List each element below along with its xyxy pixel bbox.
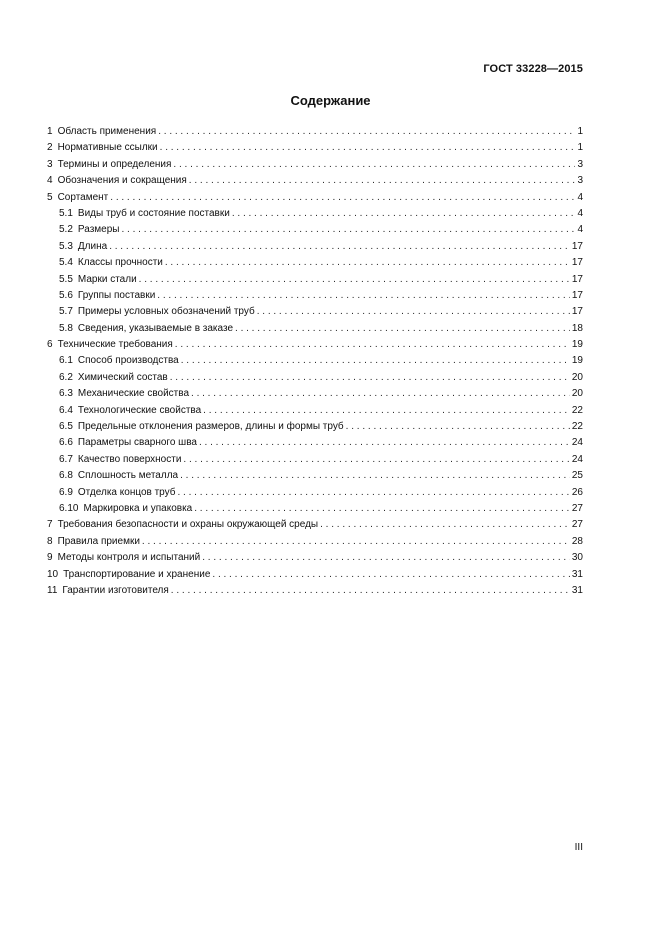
toc-entry-page: 19 <box>571 355 583 367</box>
toc-entry-number: 8 <box>47 535 53 547</box>
toc-entry[interactable] <box>47 583 583 599</box>
toc-entry[interactable] <box>47 403 583 419</box>
toc-entry[interactable] <box>47 222 583 238</box>
toc-dot-leader <box>203 403 570 419</box>
toc-dot-leader <box>181 353 570 369</box>
toc-entry-number: 5.7 <box>59 306 73 318</box>
toc-entry-page: 22 <box>571 404 583 416</box>
toc-dot-leader <box>170 370 570 386</box>
toc-entry-number: 5.6 <box>59 289 73 301</box>
toc-entry-number: 5.5 <box>59 273 73 285</box>
toc-entry-page: 22 <box>571 421 583 433</box>
toc-entry-number: 6.5 <box>59 421 73 433</box>
toc-entry-number: 6.9 <box>59 486 73 498</box>
toc-entry[interactable] <box>47 485 583 501</box>
toc-entry-number: 5.3 <box>59 240 73 252</box>
toc-entry-number: 6.1 <box>59 355 73 367</box>
toc-entry-number: 6.2 <box>59 371 73 383</box>
toc-entry-page: 24 <box>571 453 583 465</box>
toc-dot-leader <box>189 173 576 189</box>
toc-entry[interactable] <box>47 501 583 517</box>
toc-dot-leader <box>171 583 570 599</box>
toc-entry-label: Группы поставки <box>77 289 156 301</box>
toc-dot-leader <box>183 452 569 468</box>
toc-entry-number: 5.1 <box>59 207 73 219</box>
toc-dot-leader <box>139 272 570 288</box>
toc-entry-label: Механические свойства <box>77 388 190 400</box>
toc-entry-label: Качество поверхности <box>77 453 182 465</box>
toc-entry[interactable] <box>47 567 583 583</box>
toc-entry-page: 4 <box>577 191 583 203</box>
toc-entry-label: Технологические свойства <box>77 404 202 416</box>
toc-dot-leader <box>142 534 570 550</box>
toc-entry-label: Марки стали <box>77 273 137 285</box>
toc-entry[interactable] <box>47 517 583 533</box>
toc-entry-page: 17 <box>571 273 583 285</box>
toc-dot-leader <box>109 239 570 255</box>
toc-entry-page: 20 <box>571 371 583 383</box>
toc-dot-leader <box>165 255 570 271</box>
toc-dot-leader <box>121 222 575 238</box>
toc-entry-page: 20 <box>571 388 583 400</box>
toc-entry[interactable] <box>47 190 583 206</box>
toc-entry-label: Область применения <box>57 126 157 137</box>
toc-entry-page: 31 <box>571 584 583 596</box>
toc-entry-page: 18 <box>571 322 583 334</box>
toc-entry-number: 9 <box>47 552 53 564</box>
toc-entry-number: 5.2 <box>59 224 73 236</box>
toc-entry-page: 17 <box>571 240 583 252</box>
toc-dot-leader <box>173 157 575 173</box>
toc-dot-leader <box>180 468 570 484</box>
toc-dot-leader <box>175 337 570 353</box>
toc-dot-leader <box>194 501 570 517</box>
toc-dot-leader <box>160 140 576 156</box>
toc-entry-label: Виды труб и состояние поставки <box>77 207 230 219</box>
toc-entry-page: 31 <box>571 568 583 580</box>
toc-entry-label: Способ производства <box>77 355 179 367</box>
toc-entry-number: 1 <box>47 126 53 137</box>
page-number: III <box>574 842 583 853</box>
toc-entry-label: Транспортирование и хранение <box>63 568 211 580</box>
toc-dot-leader <box>202 550 570 566</box>
toc-entry-label: Сплошность металла <box>77 470 179 482</box>
toc-entry-number: 10 <box>47 568 59 580</box>
toc-entry-number: 6 <box>47 339 53 351</box>
toc-entry-number: 6.3 <box>59 388 73 400</box>
toc-entry-label: Предельные отклонения размеров, длины и формы труб <box>77 421 344 433</box>
toc-entry-number: 7 <box>47 519 53 531</box>
toc-entry[interactable] <box>47 206 583 222</box>
toc-entry[interactable] <box>47 370 583 386</box>
toc-entry[interactable] <box>47 272 583 288</box>
toc-entry-label: Обозначения и сокращения <box>57 175 187 187</box>
toc-entry-number: 6.7 <box>59 453 73 465</box>
toc-dot-leader <box>157 288 570 304</box>
toc-entry[interactable] <box>47 304 583 320</box>
toc-dot-leader <box>177 485 569 501</box>
toc-entry-page: 3 <box>577 158 583 170</box>
toc-entry-label: Термины и определения <box>57 158 172 170</box>
toc-entry[interactable] <box>47 550 583 566</box>
toc-dot-leader <box>199 435 570 451</box>
toc-entry-number: 6.8 <box>59 470 73 482</box>
toc-entry-number: 6.10 <box>59 502 79 514</box>
toc-title: Содержание <box>290 93 371 108</box>
toc-dot-leader <box>320 517 570 533</box>
toc-entry-page: 30 <box>571 552 583 564</box>
toc-entry-page: 3 <box>577 175 583 187</box>
toc-entry-number: 2 <box>47 142 53 154</box>
toc-entry-number: 6.6 <box>59 437 73 449</box>
toc-entry-label: Методы контроля и испытаний <box>57 552 201 564</box>
toc-entry-number: 5.4 <box>59 257 73 269</box>
toc-entry-page: 19 <box>571 339 583 351</box>
toc-entry[interactable] <box>47 157 583 173</box>
toc-dot-leader <box>212 567 569 583</box>
toc-entry-page: 17 <box>571 257 583 269</box>
toc-entry[interactable] <box>47 173 583 189</box>
toc-dot-leader <box>110 190 575 206</box>
toc-dot-leader <box>158 124 575 140</box>
toc-entry-page: 4 <box>577 224 583 236</box>
toc-entry[interactable] <box>47 534 583 550</box>
toc-entry-label: Гарантии изготовителя <box>62 584 169 596</box>
toc-dot-leader <box>346 419 570 435</box>
toc-entry-page: 4 <box>577 207 583 219</box>
toc-entry[interactable] <box>47 124 583 140</box>
toc-dot-leader <box>257 304 570 320</box>
toc-entry-page: 1 <box>577 126 583 137</box>
toc-entry-page: 26 <box>571 486 583 498</box>
toc-entry-label: Классы прочности <box>77 257 163 269</box>
toc-entry-page: 28 <box>571 535 583 547</box>
toc-entry[interactable] <box>47 353 583 369</box>
toc-entry[interactable] <box>47 419 583 435</box>
toc-dot-leader <box>235 321 570 337</box>
toc-entry-label: Требования безопасности и охраны окружающей среды <box>57 519 319 531</box>
toc-dot-leader <box>232 206 576 222</box>
toc-entry-label: Сведения, указываемые в заказе <box>77 322 234 334</box>
toc-entry-label: Сортамент <box>57 191 109 203</box>
toc-entry[interactable] <box>47 321 583 337</box>
toc-entry-label: Размеры <box>77 224 120 236</box>
toc-entry[interactable] <box>47 386 583 402</box>
toc-entry[interactable] <box>47 239 583 255</box>
toc-entry-page: 25 <box>571 470 583 482</box>
toc-entry[interactable] <box>47 288 583 304</box>
toc-dot-leader <box>191 386 570 402</box>
toc-entry-label: Правила приемки <box>57 535 140 547</box>
toc-entry-number: 11 <box>47 584 58 596</box>
toc-entry-label: Нормативные ссылки <box>57 142 158 154</box>
toc-entry-label: Примеры условных обозначений труб <box>77 306 255 318</box>
toc-entry-page: 17 <box>571 306 583 318</box>
toc-entry-label: Химический состав <box>77 371 168 383</box>
table-of-contents <box>47 124 583 599</box>
toc-entry-label: Отделка концов труб <box>77 486 176 498</box>
toc-entry-label: Маркировка и упаковка <box>83 502 193 514</box>
toc-entry-label: Длина <box>77 240 108 252</box>
toc-entry-number: 5.8 <box>59 322 73 334</box>
toc-entry[interactable] <box>47 255 583 271</box>
toc-entry-number: 6.4 <box>59 404 73 416</box>
document-code: ГОСТ 33228—2015 <box>483 63 583 75</box>
toc-entry[interactable] <box>47 435 583 451</box>
toc-entry[interactable] <box>47 140 583 156</box>
toc-entry-page: 17 <box>571 289 583 301</box>
toc-entry[interactable] <box>47 337 583 353</box>
toc-entry[interactable] <box>47 452 583 468</box>
toc-entry-page: 27 <box>571 502 583 514</box>
toc-entry-label: Технические требования <box>57 339 173 351</box>
toc-entry[interactable] <box>47 468 583 484</box>
toc-entry-number: 5 <box>47 191 53 203</box>
toc-entry-label: Параметры сварного шва <box>77 437 197 449</box>
toc-entry-page: 1 <box>577 142 583 154</box>
toc-entry-number: 4 <box>47 175 53 187</box>
toc-entry-page: 24 <box>571 437 583 449</box>
toc-entry-page: 27 <box>571 519 583 531</box>
toc-entry-number: 3 <box>47 158 53 170</box>
